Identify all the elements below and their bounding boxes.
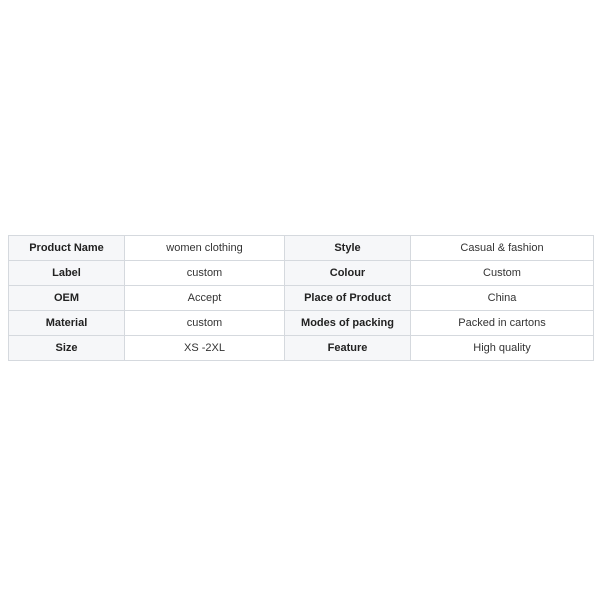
table-row — [9, 336, 594, 361]
spec-label: OEM — [9, 286, 125, 311]
spec-label: Modes of packing — [285, 311, 411, 336]
table-row — [9, 236, 594, 261]
spec-label: Style — [285, 236, 411, 261]
product-spec-table — [8, 235, 594, 361]
spec-value: High quality — [411, 336, 594, 361]
spec-label: Size — [9, 336, 125, 361]
spec-label: Place of Product — [285, 286, 411, 311]
table-row — [9, 286, 594, 311]
spec-label: Material — [9, 311, 125, 336]
spec-value: Packed in cartons — [411, 311, 594, 336]
spec-value: Casual & fashion — [411, 236, 594, 261]
spec-label: Product Name — [9, 236, 125, 261]
spec-label: Label — [9, 261, 125, 286]
spec-label: Colour — [285, 261, 411, 286]
table-row — [9, 261, 594, 286]
spec-value: custom — [125, 311, 285, 336]
table-row — [9, 311, 594, 336]
spec-value: custom — [125, 261, 285, 286]
spec-value: China — [411, 286, 594, 311]
spec-value: Custom — [411, 261, 594, 286]
spec-value: XS -2XL — [125, 336, 285, 361]
spec-value: Accept — [125, 286, 285, 311]
spec-label: Feature — [285, 336, 411, 361]
spec-value: women clothing — [125, 236, 285, 261]
